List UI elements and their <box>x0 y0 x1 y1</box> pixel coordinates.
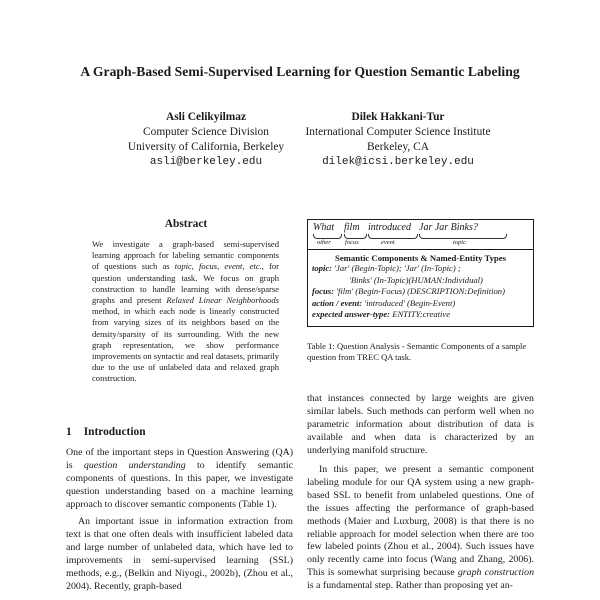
row-label: expected answer-type: <box>312 309 391 320</box>
component-tag: focus <box>345 239 359 246</box>
row-label: focus: <box>312 286 334 297</box>
paragraph <box>66 447 293 512</box>
paper-title: A Graph-Based Semi-Supervised Learning for Question Semantic Labeling <box>80 64 520 79</box>
author-name: Asli Celikyilmaz <box>165 111 247 123</box>
text-emphasis: question understanding <box>83 459 186 471</box>
author-department: Computer Science Division <box>143 126 269 138</box>
text-run: In this paper, we present a semantic component labeling module for our QA system using a new graph-based SSL to benefit from unlabeled questions. One of the issues affecting the performance of graph-based methods (Maier and Luxburg, 2008) is that there is no reliable approach for model selection when there are too few labeled points (Zhou et al., 2004). Such issues have only recently came into focus (Wang and Zhang, 2006). This is somewhat surprising because <box>307 463 534 579</box>
figure-box <box>307 219 534 327</box>
row-label: topic: <box>312 263 333 273</box>
text-run: is a fundamental step. Rather than proposing yet an- <box>307 580 513 592</box>
section-heading-introduction <box>66 426 146 438</box>
figure-row <box>312 286 533 298</box>
author-block-1 <box>106 110 306 170</box>
abstract-text-part: We investigate a graph-based semi-supervised learning approach for labeling semantic components of questions such as <box>92 239 279 272</box>
row-text: 'Binks' (In-Topic)(HUMAN:Individual) <box>349 274 483 285</box>
sentence-token: film <box>344 222 360 233</box>
paragraph <box>307 464 534 594</box>
annotated-sentence <box>308 220 533 250</box>
author-block-2 <box>300 110 496 170</box>
section-number: 1 <box>66 426 72 438</box>
abstract-text <box>92 239 279 385</box>
component-tag: other <box>317 239 331 246</box>
figure-row <box>312 309 533 321</box>
figure-row <box>312 298 533 310</box>
paragraph: An important issue in information extraction from text is that one often deals with insufficient labeled data and large number of unlabeled data, which have led to improvements in semi-supervised learning (SSL) methods, e.g., (Belkin and Niyogi., 2002b), (Zhou et al., 2004). Recently, graph-based <box>66 515 293 592</box>
row-text: ENTITY:creative <box>390 309 451 320</box>
figure-row <box>312 263 533 275</box>
table-caption: Table 1: Question Analysis - Semantic Components of a sample question from TREC QA task. <box>307 341 527 363</box>
abstract-emphasis: topic, focus, event, etc. <box>174 261 262 272</box>
author-affiliation: Berkeley, CA <box>367 141 429 153</box>
text-run: to identify semantic components of questions. In this paper, we investigate question understanding based on a machine learning approach to discover semantic components (Table 1). <box>66 459 293 510</box>
sentence-token: introduced <box>368 222 411 233</box>
text-emphasis: graph construction <box>457 567 535 579</box>
author-affiliation: University of California, Berkeley <box>127 141 285 153</box>
author-department: International Computer Science Institute <box>305 126 491 138</box>
abstract-text-part: , for question understanding task. We focus on graph construction to handle learning with dense/sparse graphs and present <box>92 261 279 306</box>
abstract-text-part: method, in which each node is linearly constructed from varying sizes of its neighbors based on the density/sparsity of its surrounding. With the new graph representation, we show performance improvements on syntactic and real datasets, primarily due to the use of unlabeled data and relaxed graph construction. <box>92 306 279 384</box>
paragraph: that instances connected by large weights are given similar labels. Such methods can perform well when no parametric information about distribution of data is available and when data is characterized by an underlying manifold structure. <box>307 393 534 456</box>
row-label: action / event: <box>312 297 363 308</box>
introduction-body <box>66 447 293 597</box>
sentence-token: Jar Jar Binks? <box>419 222 478 233</box>
text-run: One of the important steps in Question Answering (QA) is <box>66 447 293 471</box>
row-text: 'film' (Begin-Focus) (DESCRIPTION:Definition) <box>333 286 505 297</box>
row-text: 'introduced' (Begin-Event) <box>362 297 456 308</box>
sentence-token: What <box>313 222 335 233</box>
author-email[interactable]: asli@berkeley.edu <box>149 156 263 168</box>
author-name: Dilek Hakkani-Tur <box>351 111 445 123</box>
section-title: Introduction <box>83 426 146 438</box>
right-column-body <box>307 393 534 599</box>
figure-heading: Semantic Components & Named-Entity Types <box>334 253 507 263</box>
abstract-heading: Abstract <box>164 218 208 230</box>
abstract-emphasis: Relaxed Linear Neighborhoods <box>166 295 280 306</box>
component-tag: event <box>381 239 395 246</box>
author-email[interactable]: dilek@icsi.berkeley.edu <box>322 156 474 168</box>
component-tag: topic <box>453 239 466 246</box>
row-text: 'Jar' (Begin-Topic); 'Jar' (In-Topic) ; <box>332 263 461 273</box>
figure-row <box>349 275 533 287</box>
